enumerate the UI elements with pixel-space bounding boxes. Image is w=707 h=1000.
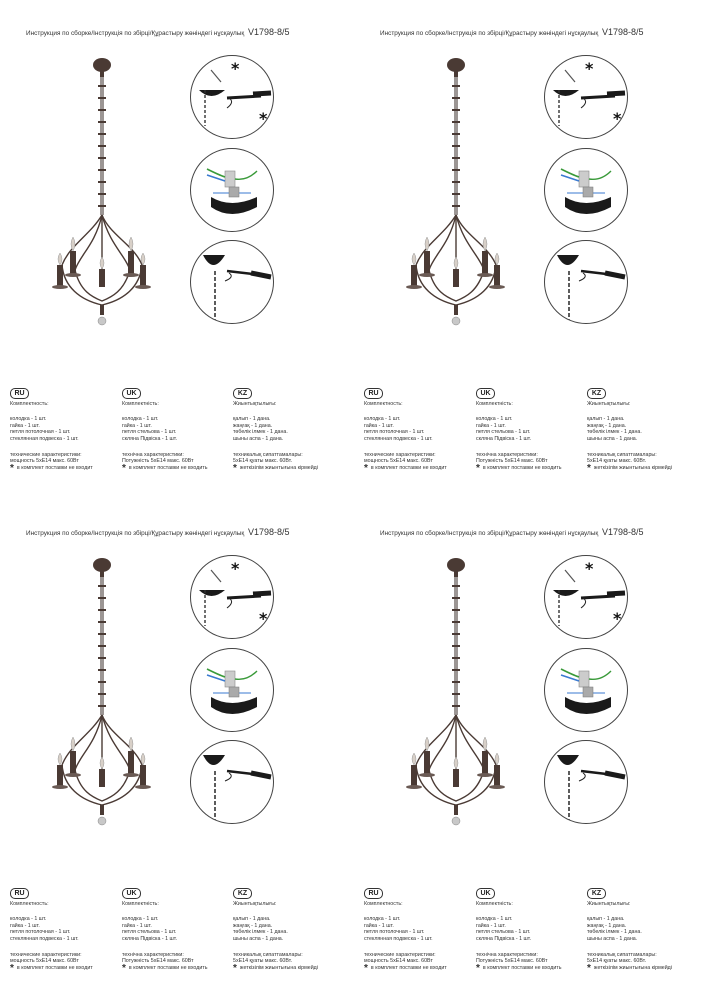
contents-heading: Жиынтықтылығы: [587, 901, 631, 907]
list-item: жаңғақ - 1 дана. [587, 922, 627, 929]
model-code: V1798-8/5 [601, 27, 644, 37]
chandelier-illustration [40, 555, 170, 845]
spec-column-kz [587, 388, 697, 472]
title-text: Инструкция по сборке/Інструкція по збірці/Құрастыру жөніндегі нұсқаулық [26, 30, 245, 37]
step-wiring-connection [190, 148, 274, 232]
list-item: стеклянная подвеска - 1 шт. [10, 435, 79, 442]
tech-value: мощность 5хЕ14 макс. 60Вт [10, 458, 79, 465]
footnote-text: в комплект поставки не входить [128, 964, 208, 971]
list-item: петля стельова - 1 шт. [122, 429, 177, 436]
list-item: стеклянная подвеска - 1 шт. [364, 435, 433, 442]
star-icon: * [10, 962, 14, 974]
chandelier-illustration [40, 55, 170, 345]
contents-heading: Комплектность: [10, 401, 49, 407]
svg-text:*: * [585, 559, 594, 578]
step-canopy-mounting [190, 55, 274, 139]
tech-value: 5хЕ14 қуаты макс. 60Вт. [587, 958, 647, 965]
footnote [587, 462, 697, 474]
list-item: петля потолочная - 1 шт. [10, 929, 71, 936]
contents-list [122, 416, 232, 442]
contents-heading: Комплектность: [10, 901, 49, 907]
star-icon: * [233, 462, 237, 474]
list-item: колодка - 1 шт. [10, 416, 47, 423]
list-item: колодка - 1 шт. [476, 916, 513, 923]
contents-list [587, 416, 697, 442]
tech-value: Потужність 5хЕ14 макс. 60Вт [476, 458, 548, 465]
language-badge: UK [122, 388, 141, 399]
svg-text:*: * [613, 609, 622, 628]
tech-specs [587, 452, 697, 465]
list-item: гайка - 1 шт. [10, 922, 40, 929]
star-icon: * [10, 462, 14, 474]
list-item: гайка - 1 шт. [10, 422, 40, 429]
tech-specs [122, 952, 232, 965]
tech-label: технічна характеристики: [122, 952, 184, 959]
spec-column-uk [476, 388, 586, 472]
list-item: төбелік ілмек - 1 дана. [233, 429, 288, 436]
contents-heading: Комплектность: [364, 901, 403, 907]
star-icon: * [233, 962, 237, 974]
contents-list [10, 416, 120, 442]
language-badge: UK [476, 388, 495, 399]
list-item: қалып - 1 дана. [233, 916, 271, 923]
tech-specs [364, 452, 474, 465]
list-item: жаңғақ - 1 дана. [587, 422, 627, 429]
footnote-text: жеткізілім жиынтығына кірмейді [593, 464, 672, 471]
contents-heading: Комплектность: [364, 401, 403, 407]
instruction-sheet [354, 500, 707, 1000]
spec-column-ru [10, 388, 120, 472]
tech-value: мощность 5хЕ14 макс. 60Вт [10, 958, 79, 965]
list-item: колодка - 1 шт. [364, 416, 401, 423]
contents-list [233, 916, 343, 942]
tech-specs [10, 952, 120, 965]
list-item: колодка - 1 шт. [476, 416, 513, 423]
contents-list [476, 916, 586, 942]
footnote [476, 462, 586, 474]
list-item: петля стельова - 1 шт. [122, 929, 177, 936]
tech-label: техникалық сипаттамалары: [233, 452, 303, 459]
chandelier-illustration [394, 555, 524, 845]
tech-specs [476, 952, 586, 965]
footnote-text: в комплект поставки не входит [16, 964, 93, 971]
list-item: шыны аспа - 1 дана. [233, 935, 284, 942]
sheet-title [380, 27, 644, 37]
svg-text:*: * [231, 59, 240, 78]
list-item: петля потолочная - 1 шт. [10, 429, 71, 436]
footnote-text: в комплект поставки не входит [370, 464, 447, 471]
star-icon: * [122, 962, 126, 974]
language-badge: KZ [587, 388, 606, 399]
star-icon: * [587, 462, 591, 474]
contents-heading: Жиынтықтылығы: [587, 401, 631, 407]
footnote-text: в комплект поставки не входить [128, 464, 208, 471]
footnote [476, 962, 586, 974]
list-item: скляна Підвіска - 1 шт. [122, 935, 178, 942]
list-item: гайка - 1 шт. [476, 422, 506, 429]
tech-value: 5хЕ14 қуаты макс. 60Вт. [233, 458, 293, 465]
model-code: V1798-8/5 [247, 527, 290, 537]
tech-label: технічна характеристики: [122, 452, 184, 459]
contents-list [364, 916, 474, 942]
tech-specs [364, 952, 474, 965]
contents-list [233, 416, 343, 442]
list-item: скляна Підвіска - 1 шт. [476, 935, 532, 942]
spec-column-kz [233, 888, 343, 972]
star-icon: * [364, 962, 368, 974]
list-item: гайка - 1 шт. [122, 922, 152, 929]
svg-text:*: * [231, 559, 240, 578]
list-item: шыны аспа - 1 дана. [233, 435, 284, 442]
sheet-title [380, 527, 644, 537]
tech-label: технічна характеристики: [476, 952, 538, 959]
step-wiring-connection [190, 648, 274, 732]
list-item: гайка - 1 шт. [364, 922, 394, 929]
footnote [122, 962, 232, 974]
tech-value: Потужність 5хЕ14 макс. 60Вт [122, 958, 194, 965]
tech-label: технічна характеристики: [476, 452, 538, 459]
footnote-text: жеткізілім жиынтығына кірмейді [593, 964, 672, 971]
title-text: Инструкция по сборке/Інструкція по збірці/Құрастыру жөніндегі нұсқаулық [380, 30, 599, 37]
footnote-text: в комплект поставки не входить [482, 464, 562, 471]
footnote-text: жеткізілім жиынтығына кірмейді [239, 964, 318, 971]
model-code: V1798-8/5 [601, 527, 644, 537]
model-code: V1798-8/5 [247, 27, 290, 37]
tech-specs [587, 952, 697, 965]
footnote [587, 962, 697, 974]
step-chain-attachment [544, 240, 628, 324]
footnote [122, 462, 232, 474]
step-chain-attachment [190, 740, 274, 824]
svg-text:*: * [613, 109, 622, 128]
list-item: стеклянная подвеска - 1 шт. [364, 935, 433, 942]
language-badge: RU [364, 388, 383, 399]
step-chain-attachment [190, 240, 274, 324]
tech-label: техникалық сипаттамалары: [587, 952, 657, 959]
list-item: скляна Підвіска - 1 шт. [122, 435, 178, 442]
svg-text:*: * [585, 59, 594, 78]
list-item: стеклянная подвеска - 1 шт. [10, 935, 79, 942]
contents-heading: Комплектність: [476, 901, 513, 907]
contents-heading: Комплектність: [122, 401, 159, 407]
star-icon: * [587, 962, 591, 974]
list-item: колодка - 1 шт. [122, 916, 159, 923]
tech-label: технические характеристики: [364, 952, 436, 959]
instruction-sheet [0, 0, 353, 500]
language-badge: RU [364, 888, 383, 899]
contents-heading: Комплектність: [122, 901, 159, 907]
footnote [233, 962, 343, 974]
footnote-text: в комплект поставки не входить [482, 964, 562, 971]
list-item: қалып - 1 дана. [587, 416, 625, 423]
contents-list [364, 416, 474, 442]
list-item: петля стельова - 1 шт. [476, 929, 531, 936]
step-canopy-mounting [544, 555, 628, 639]
language-badge: RU [10, 888, 29, 899]
language-badge: KZ [233, 888, 252, 899]
instruction-sheet [0, 500, 353, 1000]
list-item: жаңғақ - 1 дана. [233, 422, 273, 429]
tech-value: мощность 5хЕ14 макс. 60Вт [364, 958, 433, 965]
contents-heading: Жиынтықтылығы: [233, 901, 277, 907]
spec-column-kz [233, 388, 343, 472]
tech-label: технические характеристики: [364, 452, 436, 459]
tech-label: технические характеристики: [10, 952, 82, 959]
list-item: қалып - 1 дана. [587, 916, 625, 923]
list-item: петля потолочная - 1 шт. [364, 929, 425, 936]
step-canopy-mounting [544, 55, 628, 139]
tech-label: технические характеристики: [10, 452, 82, 459]
tech-value: 5хЕ14 қуаты макс. 60Вт. [233, 958, 293, 965]
tech-specs [476, 452, 586, 465]
title-text: Инструкция по сборке/Інструкція по збірці/Құрастыру жөніндегі нұсқаулық [380, 530, 599, 537]
spec-column-uk [122, 888, 232, 972]
spec-column-ru [364, 388, 474, 472]
footnote [10, 462, 120, 474]
step-canopy-mounting [190, 555, 274, 639]
contents-list [122, 916, 232, 942]
star-icon: * [122, 462, 126, 474]
list-item: жаңғақ - 1 дана. [233, 922, 273, 929]
list-item: колодка - 1 шт. [10, 916, 47, 923]
star-icon: * [476, 962, 480, 974]
contents-list [10, 916, 120, 942]
contents-list [587, 916, 697, 942]
sheet-title [26, 27, 290, 37]
list-item: гайка - 1 шт. [364, 422, 394, 429]
list-item: петля стельова - 1 шт. [476, 429, 531, 436]
star-icon: * [364, 462, 368, 474]
language-badge: UK [122, 888, 141, 899]
list-item: гайка - 1 шт. [122, 422, 152, 429]
step-wiring-connection [544, 148, 628, 232]
star-icon: * [476, 462, 480, 474]
spec-column-ru [10, 888, 120, 972]
tech-label: техникалық сипаттамалары: [587, 452, 657, 459]
tech-specs [122, 452, 232, 465]
tech-value: Потужність 5хЕ14 макс. 60Вт [476, 958, 548, 965]
tech-value: мощность 5хЕ14 макс. 60Вт [364, 458, 433, 465]
title-text: Инструкция по сборке/Інструкція по збірці/Құрастыру жөніндегі нұсқаулық [26, 530, 245, 537]
list-item: төбелік ілмек - 1 дана. [587, 929, 642, 936]
tech-specs [233, 452, 343, 465]
spec-column-kz [587, 888, 697, 972]
list-item: шыны аспа - 1 дана. [587, 935, 638, 942]
spec-column-ru [364, 888, 474, 972]
tech-value: Потужність 5хЕ14 макс. 60Вт [122, 458, 194, 465]
tech-specs [10, 452, 120, 465]
spec-column-uk [476, 888, 586, 972]
svg-text:*: * [259, 609, 268, 628]
chandelier-illustration [394, 55, 524, 345]
svg-text:*: * [259, 109, 268, 128]
footnote-text: жеткізілім жиынтығына кірмейді [239, 464, 318, 471]
language-badge: KZ [233, 388, 252, 399]
language-badge: RU [10, 388, 29, 399]
list-item: шыны аспа - 1 дана. [587, 435, 638, 442]
tech-value: 5хЕ14 қуаты макс. 60Вт. [587, 458, 647, 465]
list-item: колодка - 1 шт. [122, 416, 159, 423]
footnote-text: в комплект поставки не входит [370, 964, 447, 971]
list-item: төбелік ілмек - 1 дана. [587, 429, 642, 436]
sheet-title [26, 527, 290, 537]
footnote [364, 962, 474, 974]
language-badge: UK [476, 888, 495, 899]
list-item: колодка - 1 шт. [364, 916, 401, 923]
list-item: скляна Підвіска - 1 шт. [476, 435, 532, 442]
tech-label: техникалық сипаттамалары: [233, 952, 303, 959]
list-item: төбелік ілмек - 1 дана. [233, 929, 288, 936]
footnote [233, 462, 343, 474]
list-item: гайка - 1 шт. [476, 922, 506, 929]
step-chain-attachment [544, 740, 628, 824]
list-item: қалып - 1 дана. [233, 416, 271, 423]
step-wiring-connection [544, 648, 628, 732]
footnote [10, 962, 120, 974]
spec-column-uk [122, 388, 232, 472]
contents-heading: Жиынтықтылығы: [233, 401, 277, 407]
contents-list [476, 416, 586, 442]
list-item: петля потолочная - 1 шт. [364, 429, 425, 436]
tech-specs [233, 952, 343, 965]
footnote-text: в комплект поставки не входит [16, 464, 93, 471]
language-badge: KZ [587, 888, 606, 899]
instruction-sheet [354, 0, 707, 500]
contents-heading: Комплектність: [476, 401, 513, 407]
footnote [364, 462, 474, 474]
